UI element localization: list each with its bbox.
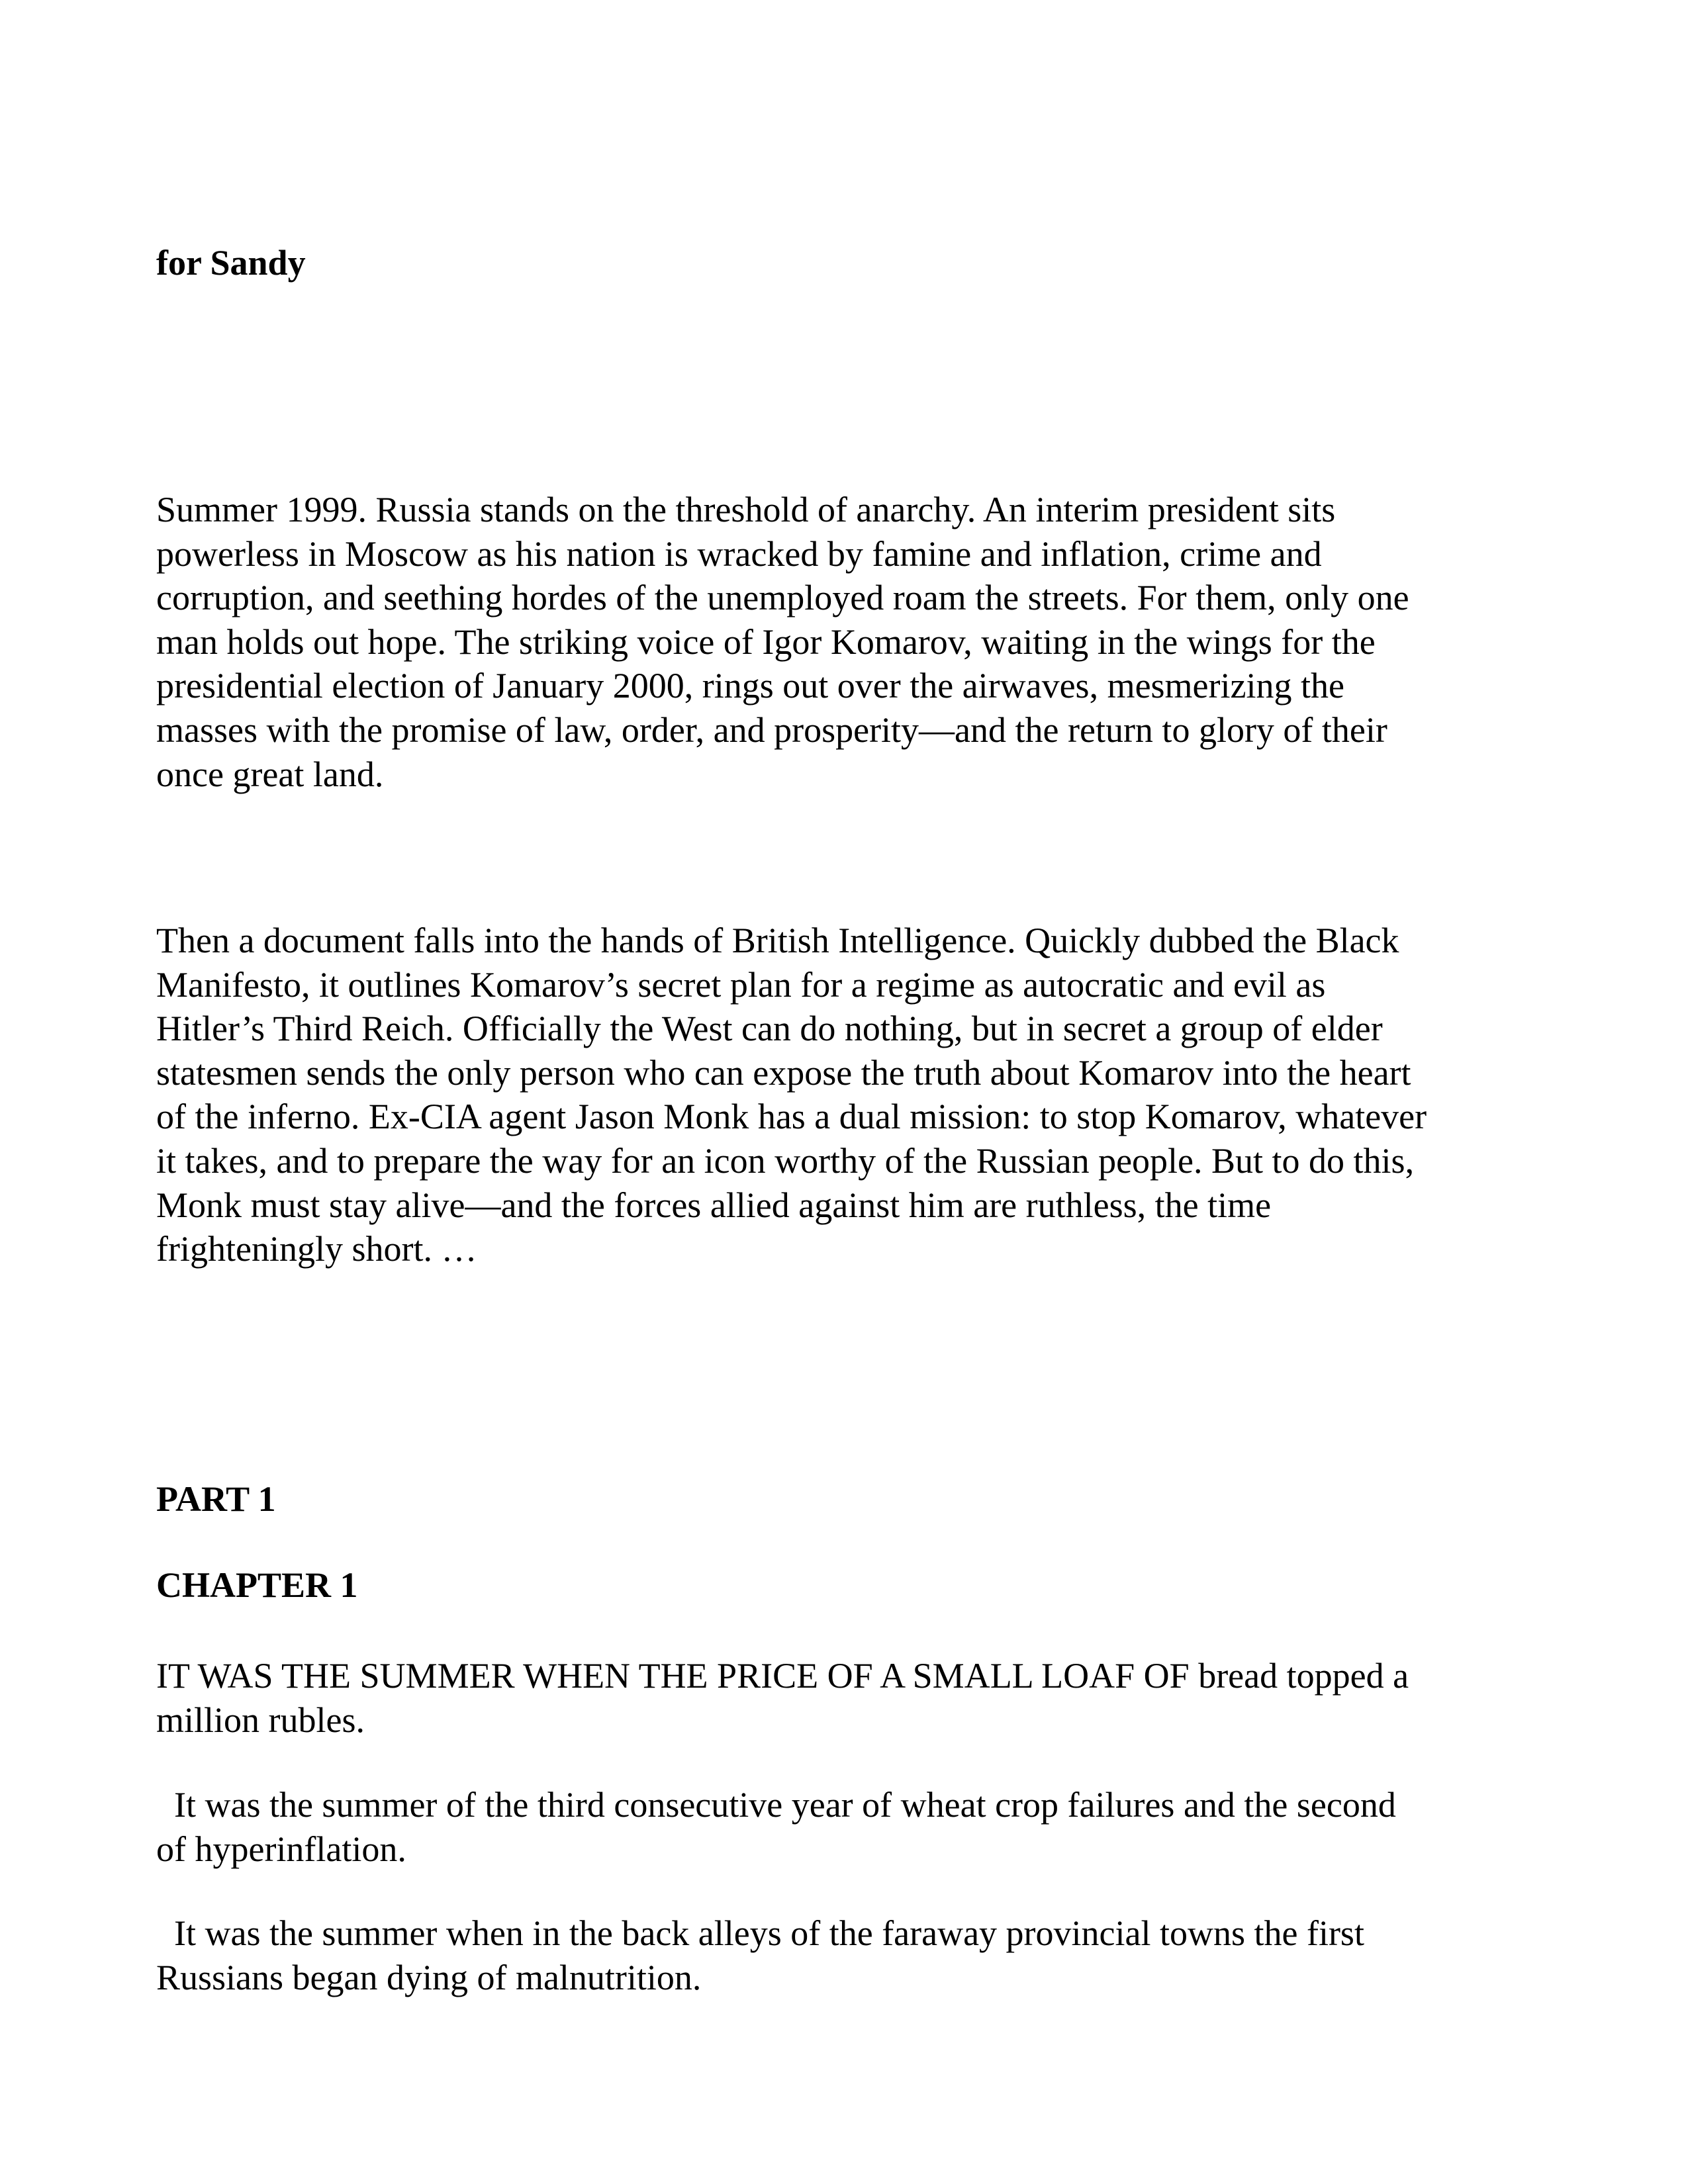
text-line: presidential election of January 2000, rings out over the airwaves, mesmerizing the — [156, 666, 1344, 706]
text-line: of hyperinflation. — [156, 1829, 406, 1869]
chapter-heading: CHAPTER 1 — [156, 1565, 358, 1605]
text-line: Hitler’s Third Reich. Officially the West can do nothing, but in secret a group of elder — [156, 1009, 1383, 1049]
synopsis-paragraph-2 — [156, 919, 1533, 1271]
text-line: It was the summer of the third consecutive year of wheat crop failures and the second — [156, 1785, 1396, 1825]
chapter-paragraph-1 — [156, 1654, 1533, 1742]
text-line: corruption, and seething hordes of the unemployed roam the streets. For them, only one — [156, 578, 1409, 618]
text-line: It was the summer when in the back alleys of the faraway provincial towns the first — [156, 1913, 1364, 1953]
chapter-paragraph-3 — [156, 1911, 1533, 1999]
text-line: IT WAS THE SUMMER WHEN THE PRICE OF A SMALL LOAF OF bread topped a — [156, 1656, 1409, 1696]
text-line: once great land. — [156, 754, 384, 794]
text-line: masses with the promise of law, order, and prosperity—and the return to glory of their — [156, 709, 1387, 750]
text-line: it takes, and to prepare the way for an icon worthy of the Russian people. But to do this, — [156, 1140, 1415, 1181]
text-line: statesmen sends the only person who can expose the truth about Komarov into the heart — [156, 1052, 1411, 1093]
text-line: of the inferno. Ex-CIA agent Jason Monk has a dual mission: to stop Komarov, whatever — [156, 1097, 1427, 1137]
dedication: for Sandy — [156, 243, 306, 283]
text-line: man holds out hope. The striking voice of Igor Komarov, waiting in the wings for the — [156, 621, 1376, 662]
part-heading: PART 1 — [156, 1479, 276, 1519]
text-line: Summer 1999. Russia stands on the threshold of anarchy. An interim president sits — [156, 490, 1336, 529]
synopsis-paragraph-1 — [156, 488, 1533, 796]
text-line: Then a document falls into the hands of British Intelligence. Quickly dubbed the Black — [156, 921, 1399, 960]
text-line: Monk must stay alive—and the forces allied against him are ruthless, the time — [156, 1185, 1272, 1225]
text-line: powerless in Moscow as his nation is wracked by famine and inflation, crime and — [156, 533, 1322, 574]
text-line: Russians began dying of malnutrition. — [156, 1957, 702, 1997]
text-line: million rubles. — [156, 1700, 365, 1740]
text-line: Manifesto, it outlines Komarov’s secret plan for a regime as autocratic and evil as — [156, 964, 1326, 1005]
text-line: frighteningly short. … — [156, 1229, 477, 1269]
chapter-paragraph-2 — [156, 1783, 1533, 1871]
